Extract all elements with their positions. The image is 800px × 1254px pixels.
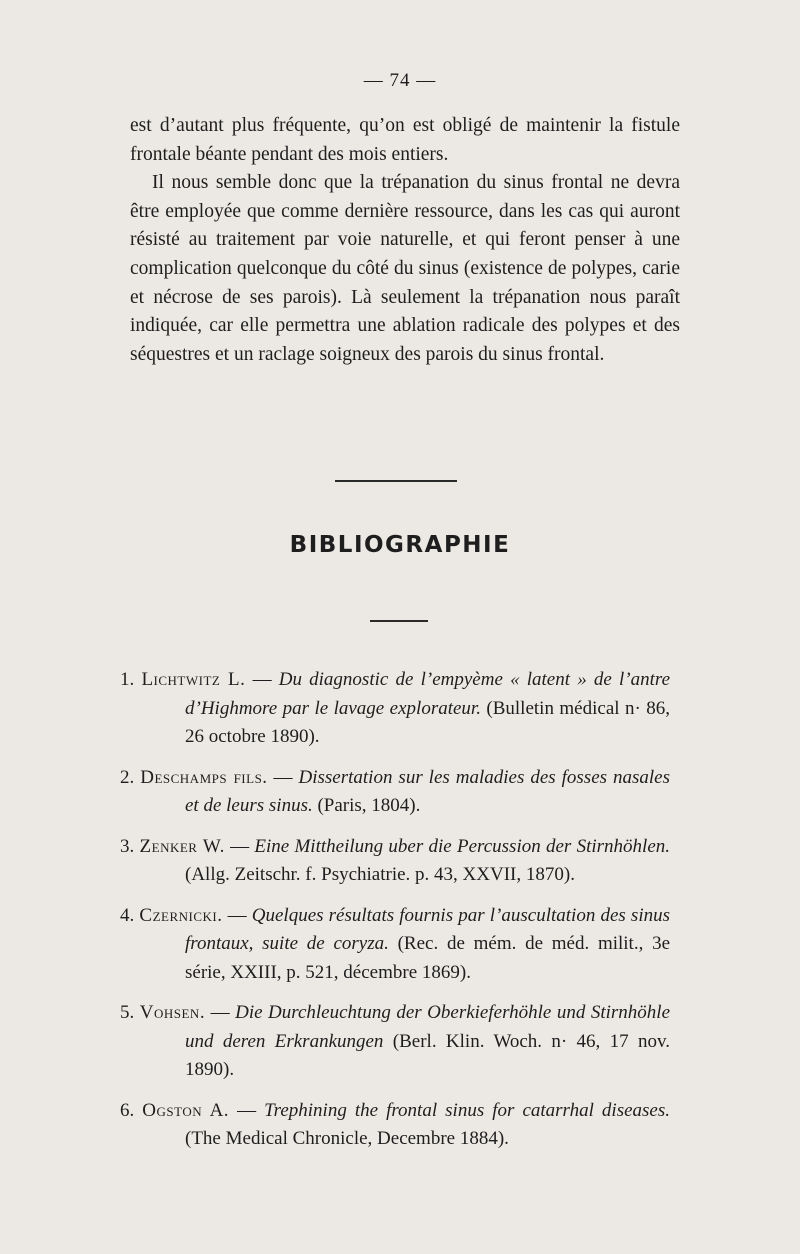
bibliography-entry <box>120 999 670 1085</box>
entry-number: 3. <box>120 835 135 857</box>
entry-author: Lichtwitz L. <box>141 669 246 690</box>
entry-number: 2. <box>120 766 135 788</box>
entry-author: Deschamps fils. <box>140 766 268 788</box>
entry-details: (Paris, 1804). <box>312 795 421 816</box>
bibliography-entry <box>120 764 670 821</box>
entry-separator: — <box>229 1099 265 1121</box>
entry-title: Quelques résultats fournis par l’auscultation des sinus frontaux, suite de coryza. <box>185 904 670 954</box>
entry-author: Ogston A. <box>142 1099 230 1121</box>
heading-underline <box>370 620 428 622</box>
entry-details: (Allg. Zeitschr. f. Psychiatrie. p. 43, XXVII, 1870). <box>185 864 575 885</box>
entry-title: Dissertation sur les maladies des fosses nasales et de leurs sinus. <box>185 766 671 816</box>
entry-separator: — <box>222 904 252 926</box>
entry-number: 1. <box>120 669 135 690</box>
entry-details: (Rec. de mém. de méd. milit., 3e série, XXIII, p. 521, décembre 1869). <box>185 933 671 983</box>
bibliography-entry <box>120 902 670 988</box>
paragraph: est d’autant plus fréquente, qu’on est obligé de maintenir la fistule frontale béante pendant des mois entiers. <box>130 115 680 165</box>
entry-title: Trephining the frontal sinus for catarrhal diseases. <box>264 1099 670 1121</box>
entry-number: 5. <box>120 1002 135 1023</box>
entry-number: 4. <box>120 904 135 926</box>
bibliography-entry <box>120 666 670 752</box>
entry-separator: — <box>205 1002 236 1023</box>
entry-separator: — <box>224 835 255 857</box>
bibliography-entry <box>120 1097 670 1154</box>
entry-details: (Bulletin médical n· 86, 26 octobre 1890). <box>185 697 670 747</box>
entry-details: (Berl. Klin. Woch. n· 46, 17 nov. 1890). <box>185 1030 670 1080</box>
entry-separator: — <box>245 669 279 690</box>
bibliography-list <box>120 666 670 1166</box>
entry-title: Du diagnostic de l’empyème « latent » de l’antre d’Highmore par le lavage explorateur. <box>185 669 670 719</box>
bibliography-entry <box>120 833 670 890</box>
section-divider <box>335 480 457 482</box>
entry-author: Czernicki. <box>139 904 223 926</box>
entry-title: Eine Mittheilung uber die Percussion der Stirnhöhlen. <box>254 835 671 857</box>
section-heading: BIBLIOGRAPHIE <box>289 532 511 558</box>
page-number: — 74 — <box>363 70 437 91</box>
entry-author: Zenker W. <box>139 835 225 857</box>
paragraph: Il nous semble donc que la trépanation du sinus frontal ne devra être employée que comme dernière ressource, dans les cas qui auront résisté au traitement par voie naturelle, et qui feront penser à une complication quelconque du côté du sinus (existence de polypes, carie et nécrose de ses parois). Là seulement la trépanation nous paraît indiquée, car elle permettra une ablation radicale des polypes et des séquestres et un raclage soigneux des parois du sinus frontal. <box>130 172 680 365</box>
entry-number: 6. <box>120 1099 135 1121</box>
body-text <box>130 112 680 369</box>
entry-details: (The Medical Chronicle, Decembre 1884). <box>185 1128 509 1149</box>
entry-author: Vohsen. <box>139 1002 206 1023</box>
entry-title: Die Durchleuchtung der Oberkieferhöhle und Stirnhöhle und deren Erkrankungen <box>185 1002 671 1052</box>
entry-separator: — <box>267 766 299 788</box>
